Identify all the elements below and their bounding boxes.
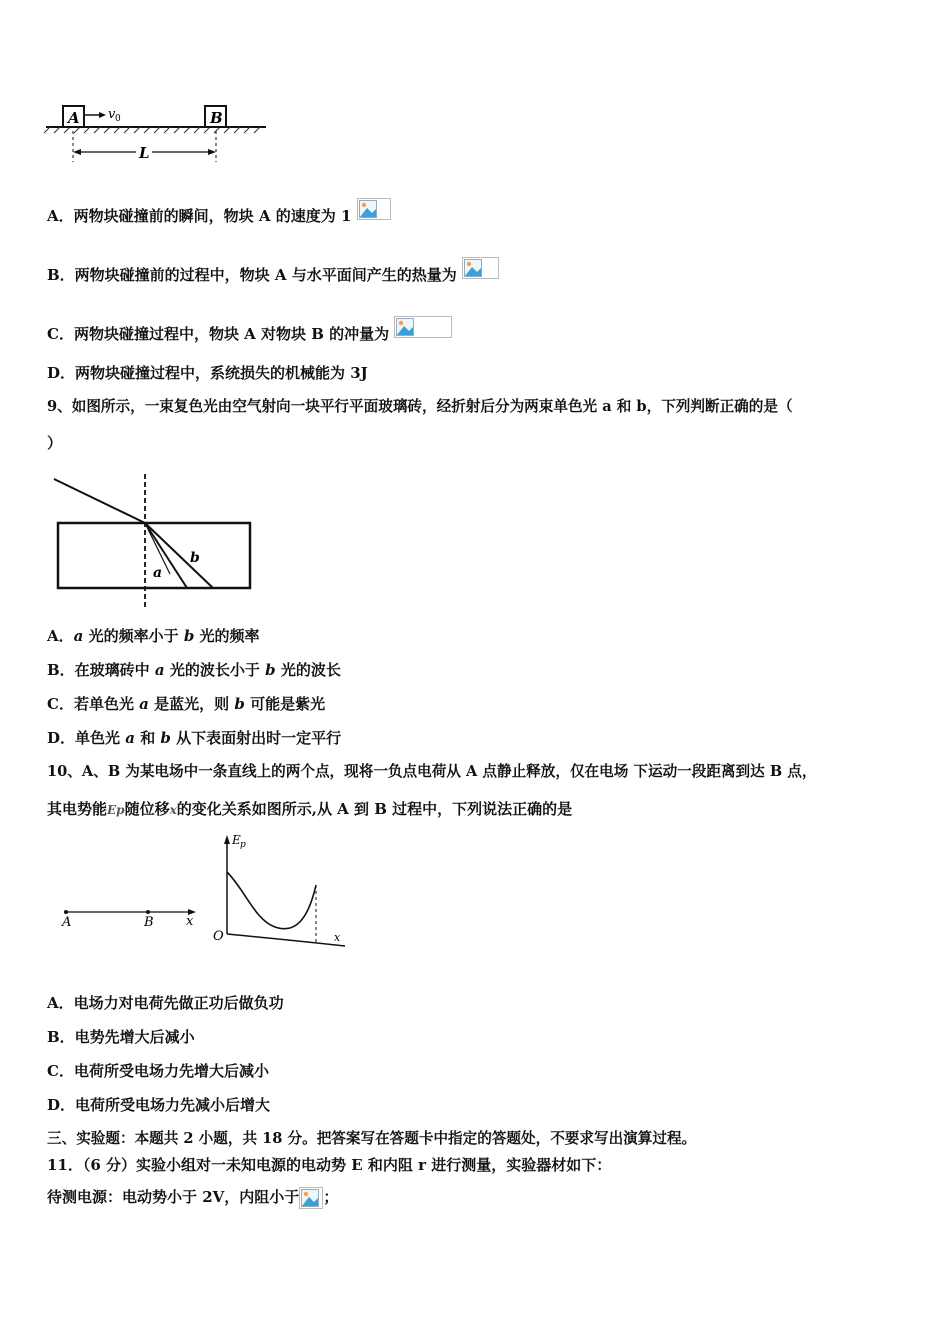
ep-axis-label: E (232, 833, 241, 847)
q9-option-a (47, 626, 260, 646)
q8-option-d-text: D．两物块碰撞过程中，系统损失的机械能为 3J (47, 364, 368, 382)
q10-stem-part2: 随位移 (124, 800, 170, 818)
q9-option-c-prefix: C．若单色光 (47, 695, 140, 713)
var-b: b (183, 627, 195, 645)
q10-figure (50, 830, 360, 955)
q9-option-b (47, 660, 341, 680)
q8-option-a-text: A．两物块碰撞前的瞬间，物块 A 的速度为 1 (47, 207, 352, 225)
q9-option-b-prefix: B．在玻璃砖中 (47, 661, 155, 679)
q10-option-c-text: C．电荷所受电场力先增大后减小 (47, 1062, 269, 1080)
ray-b-label: b (190, 550, 200, 566)
missing-image-icon (357, 198, 391, 220)
q8-option-c-text: C．两物块碰撞过程中，物块 A 对物块 B 的冲量为 (47, 325, 390, 343)
var-b: b (160, 729, 171, 747)
q9-option-d-suffix: 从下表面射出时一定平行 (170, 729, 342, 747)
q11-line2 (47, 1187, 338, 1209)
q9-option-a-suffix: 光的频率 (194, 627, 260, 645)
q11-line2-text: 待测电源：电动势小于 2V，内阻小于 (47, 1188, 300, 1206)
q10-option-d-text: D．电荷所受电场力先减小后增大 (47, 1096, 271, 1114)
ep-symbol: Ep (107, 803, 125, 817)
var-a: a (139, 695, 149, 713)
q10-option-a-text: A．电场力对电荷先做正功后做负功 (47, 994, 284, 1012)
section-heading (47, 1129, 696, 1149)
q9-option-d (47, 728, 341, 748)
ep-axis-subscript: p (240, 840, 246, 850)
ray-a-label: a (153, 565, 163, 581)
q10-option-a (47, 993, 284, 1013)
q9-option-b-suffix: 光的波长 (275, 661, 341, 679)
distance-label: L (139, 144, 150, 162)
q10-stem (47, 762, 816, 782)
missing-image-icon (299, 1187, 323, 1209)
var-a: a (73, 627, 84, 645)
var-b: b (265, 661, 276, 679)
x-symbol: x (169, 803, 177, 817)
q9-stem-text: 9、如图所示，一束复色光由空气射向一块平行平面玻璃砖，经折射后分为两束单色光 a 和 b，下列判断正确的是（ (47, 398, 793, 415)
q8-figure (40, 100, 270, 172)
missing-image-icon (394, 316, 452, 338)
q10-stem-text: 10、A、B 为某电场中一条直线上的两个点，现将一负点电荷从 A 点静止释放，仅在电场 下运动一段距离到达 B 点， (47, 763, 817, 780)
q9-option-c-mid: 是蓝光，则 (148, 695, 235, 713)
q11-stem-text: 11．（6 分）实验小组对一未知电源的电动势 E 和内阻 r 进行测量，实验器材如下： (47, 1156, 612, 1174)
v0-label: v (108, 107, 116, 122)
q10-option-c (47, 1061, 269, 1081)
v0-subscript: 0 (115, 114, 121, 124)
q9-option-c-suffix: 可能是紫光 (244, 695, 326, 713)
q9-stem-close (47, 433, 62, 453)
x-axis-label: x (334, 931, 341, 944)
var-a: a (154, 661, 165, 679)
var-b: b (234, 695, 245, 713)
axis-x-label: x (186, 914, 194, 929)
q8-option-b (47, 257, 499, 285)
q11-line2-end: ； (323, 1188, 339, 1206)
block-b-label: B (210, 109, 223, 127)
q10-option-d (47, 1095, 270, 1115)
q10-stem-part3: 的变化关系如图所示,从 A 到 B 过程中，下列说法正确的是 (176, 800, 573, 818)
block-a-label: A (68, 109, 80, 127)
q9-option-d-prefix: D．单色光 (47, 729, 126, 747)
q10-option-b (47, 1027, 195, 1047)
q11-stem (47, 1155, 611, 1175)
var-a: a (125, 729, 135, 747)
point-a (64, 910, 68, 914)
q8-option-b-text: B．两物块碰撞前的过程中，物块 A 与水平面间产生的热量为 (47, 266, 457, 284)
q8-option-c (47, 316, 452, 344)
q9-figure (50, 470, 260, 610)
q10-option-b-text: B．电势先增大后减小 (47, 1028, 195, 1046)
section-heading-text: 三、实验题：本题共 2 小题，共 18 分。把答案写在答题卡中指定的答题处，不要求写出演算过程。 (47, 1130, 697, 1147)
q9-option-d-mid: 和 (134, 729, 161, 747)
q10-stem-part1: 其电势能 (47, 800, 108, 818)
q9-option-b-mid: 光的波长小于 (164, 661, 266, 679)
q9-option-a-mid: 光的频率小于 (83, 627, 184, 645)
point-b-label: B (144, 915, 154, 930)
q10-stem-line2 (47, 799, 572, 820)
x-axis-curve (227, 934, 345, 946)
q9-option-c (47, 694, 325, 714)
point-b (146, 910, 150, 914)
ep-curve (227, 872, 316, 929)
refracted-ray-a (145, 523, 187, 588)
q9-option-a-prefix: A． (47, 627, 74, 645)
q9-stem (47, 397, 793, 417)
incident-ray (54, 479, 145, 523)
point-a-label: A (62, 915, 72, 930)
q8-option-d (47, 363, 368, 383)
missing-image-icon (462, 257, 499, 279)
q8-option-a (47, 198, 391, 226)
q9-stem-close-text: ） (47, 434, 63, 452)
origin-label: O (213, 929, 224, 944)
